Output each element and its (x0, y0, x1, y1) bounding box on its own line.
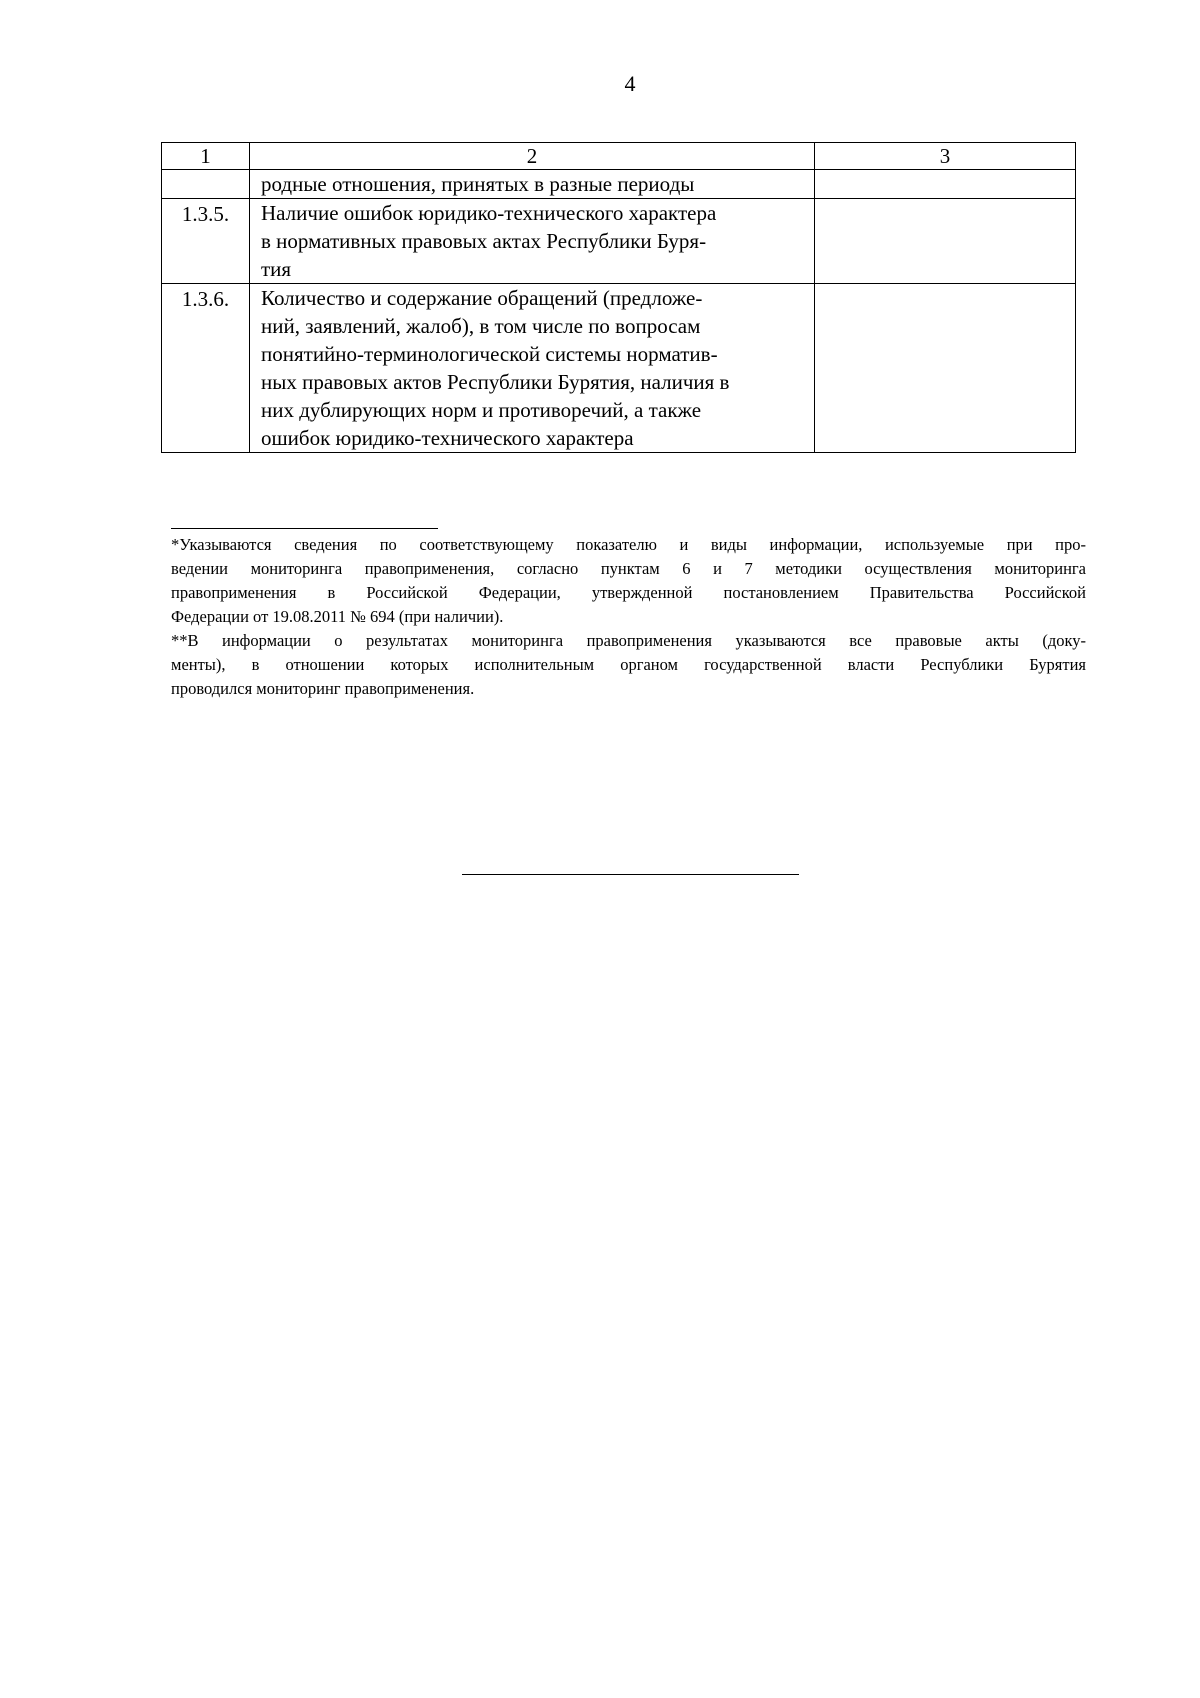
description-line: них дублирующих норм и противоречий, а также (261, 398, 702, 422)
table-row (162, 199, 1076, 284)
description-line: тия (261, 257, 292, 281)
end-of-document-line (462, 874, 799, 875)
description-line: ний, заявлений, жалоб), в том числе по вопросам (261, 314, 701, 338)
table-header-cell: 1 (162, 143, 250, 170)
row-number (162, 170, 250, 199)
row-number: 1.3.5. (162, 199, 250, 284)
page-number: 4 (624, 71, 636, 96)
description-line: родные отношения, принятых в разные периоды (261, 172, 695, 196)
description-line: понятийно-терминологической системы норматив- (261, 342, 718, 366)
row-description (250, 284, 815, 453)
indicators-table (161, 142, 1076, 453)
footnote-line: ведении мониторинга правоприменения, согласно пунктам 6 и 7 методики осуществления мониторинга (171, 559, 1086, 578)
footnote (171, 533, 1086, 629)
row-value-cell (815, 170, 1076, 199)
row-number: 1.3.6. (162, 284, 250, 453)
description-line: в нормативных правовых актах Республики Буря- (261, 229, 707, 253)
table-header-row (162, 143, 1076, 170)
footnote (171, 629, 1086, 701)
footnotes (171, 533, 1086, 701)
description-line: Количество и содержание обращений (предложе- (261, 286, 703, 310)
table-row (162, 170, 1076, 199)
footnote-line: проводился мониторинг правоприменения. (171, 679, 475, 698)
description-line: ных правовых актов Республики Бурятия, наличия в (261, 370, 730, 394)
table-header-cell: 2 (250, 143, 815, 170)
table-header-cell: 3 (815, 143, 1076, 170)
row-description (250, 199, 815, 284)
footnote-separator (171, 528, 438, 529)
footnote-line: правоприменения в Российской Федерации, утвержденной постановлением Правительства Российской (171, 583, 1086, 602)
footnote-line: **В информации о результатах мониторинга правоприменения указываются все правовые акты (доку- (171, 631, 1086, 650)
row-description (250, 170, 815, 199)
footnote-line: Федерации от 19.08.2011 № 694 (при наличии). (171, 607, 504, 626)
footnote-line: менты), в отношении которых исполнительным органом государственной власти Республики Бурятия (171, 655, 1086, 674)
description-line: ошибок юридико-технического характера (261, 426, 634, 450)
description-line: Наличие ошибок юридико-технического характера (261, 201, 717, 225)
footnote-line: *Указываются сведения по соответствующему показателю и виды информации, используемые при про- (171, 535, 1086, 554)
row-value-cell (815, 199, 1076, 284)
row-value-cell (815, 284, 1076, 453)
table-row (162, 284, 1076, 453)
